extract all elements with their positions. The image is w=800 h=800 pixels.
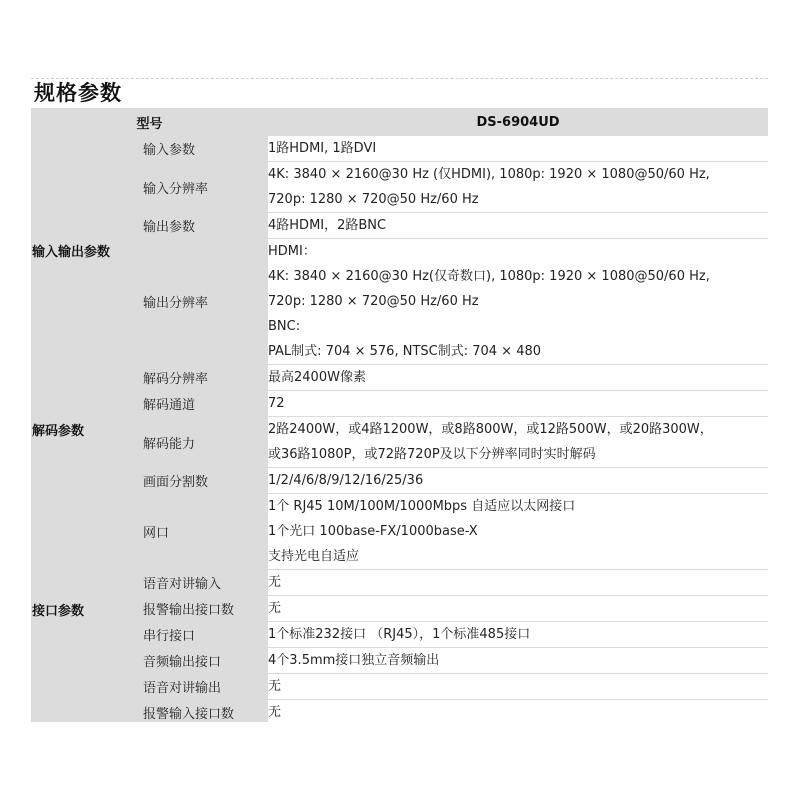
param-value [268, 494, 768, 570]
param-value-line: 支持光电自适应 [268, 549, 360, 564]
param-value-line: 1/2/4/6/8/9/12/16/25/36 [268, 473, 424, 488]
param-value [268, 417, 768, 468]
param-label: 解码通道 [143, 391, 268, 417]
table-row [32, 494, 769, 570]
param-value-line: 1个光口 100base-FX/1000base-X [268, 524, 478, 539]
param-label: 串行接口 [143, 622, 268, 648]
param-value-line: 1路HDMI, 1路DVI [268, 141, 377, 156]
param-value [268, 162, 768, 213]
param-value-line: 无 [268, 575, 282, 590]
param-label: 输出分辨率 [143, 239, 268, 365]
param-value [268, 596, 768, 622]
table-row [32, 213, 769, 239]
spec-body [32, 136, 769, 723]
param-value [268, 468, 768, 494]
group-label: 输入输出参数 [32, 136, 143, 365]
table-row [32, 570, 769, 596]
param-label: 画面分割数 [143, 468, 268, 494]
param-value-line: PAL制式: 704 × 576, NTSC制式: 704 × 480 [268, 344, 542, 359]
model-header-value: DS-6904UD [268, 109, 768, 136]
param-label: 输出参数 [143, 213, 268, 239]
param-value [268, 622, 768, 648]
param-value-line: 4K: 3840 × 2160@30 Hz(仅奇数口), 1080p: 1920 × 1080@50/60 Hz, [268, 269, 710, 284]
param-label: 输入分辨率 [143, 162, 268, 213]
param-value-line: 无 [268, 679, 282, 694]
param-value [268, 700, 768, 723]
param-value-line: 720p: 1280 × 720@50 Hz/60 Hz [268, 294, 479, 309]
param-value [268, 570, 768, 596]
param-value-line: 4K: 3840 × 2160@30 Hz (仅HDMI), 1080p: 1920 × 1080@50/60 Hz, [268, 167, 710, 182]
param-label: 音频输出接口 [143, 648, 268, 674]
param-value [268, 136, 768, 162]
param-value-line: 无 [268, 705, 282, 720]
table-row [32, 162, 769, 213]
param-value-line: 无 [268, 601, 282, 616]
param-label: 网口 [143, 494, 268, 570]
param-value-line: 720p: 1280 × 720@50 Hz/60 Hz [268, 192, 479, 207]
param-value-line: 最高2400W像素 [268, 370, 366, 385]
param-value-line: HDMI： [268, 244, 316, 259]
param-value [268, 648, 768, 674]
param-label: 输入参数 [143, 136, 268, 162]
top-divider [31, 78, 768, 79]
param-value [268, 391, 768, 417]
table-row [32, 674, 769, 700]
table-row [32, 700, 769, 723]
table-row [32, 239, 769, 365]
table-row [32, 417, 769, 468]
param-value [268, 239, 768, 365]
param-value-line: 1个标准232接口 （RJ45），1个标准485接口 [268, 627, 531, 642]
param-label: 报警输入接口数 [143, 700, 268, 723]
group-label: 接口参数 [32, 494, 143, 723]
param-value-line: 2路2400W，或4路1200W，或8路800W，或12路500W，或20路300W， [268, 422, 713, 437]
param-label: 语音对讲输出 [143, 674, 268, 700]
spec-table [31, 108, 768, 722]
param-value [268, 213, 768, 239]
spec-table-container[interactable] [31, 108, 768, 722]
param-value-line: 1个 RJ45 10M/100M/1000Mbps 自适应以太网接口 [268, 499, 576, 514]
table-row [32, 468, 769, 494]
param-value-line: 或36路1080P，或72路720P及以下分辨率同时实时解码 [268, 447, 596, 462]
table-row [32, 391, 769, 417]
page-title: 规格参数 [34, 81, 122, 105]
table-row [32, 596, 769, 622]
param-label: 解码分辨率 [143, 365, 268, 391]
table-row [32, 622, 769, 648]
param-value-line: BNC: [268, 319, 301, 334]
param-value-line: 4个3.5mm接口独立音频输出 [268, 653, 440, 668]
table-row [32, 365, 769, 391]
param-value-line: 4路HDMI，2路BNC [268, 218, 387, 233]
param-value [268, 674, 768, 700]
param-label: 解码能力 [143, 417, 268, 468]
param-label: 语音对讲输入 [143, 570, 268, 596]
table-row [32, 648, 769, 674]
param-value-line: 72 [268, 396, 285, 411]
model-header-label: 型号 [32, 109, 268, 136]
group-label: 解码参数 [32, 365, 143, 494]
param-label: 报警输出接口数 [143, 596, 268, 622]
table-row [32, 136, 769, 162]
param-value [268, 365, 768, 391]
